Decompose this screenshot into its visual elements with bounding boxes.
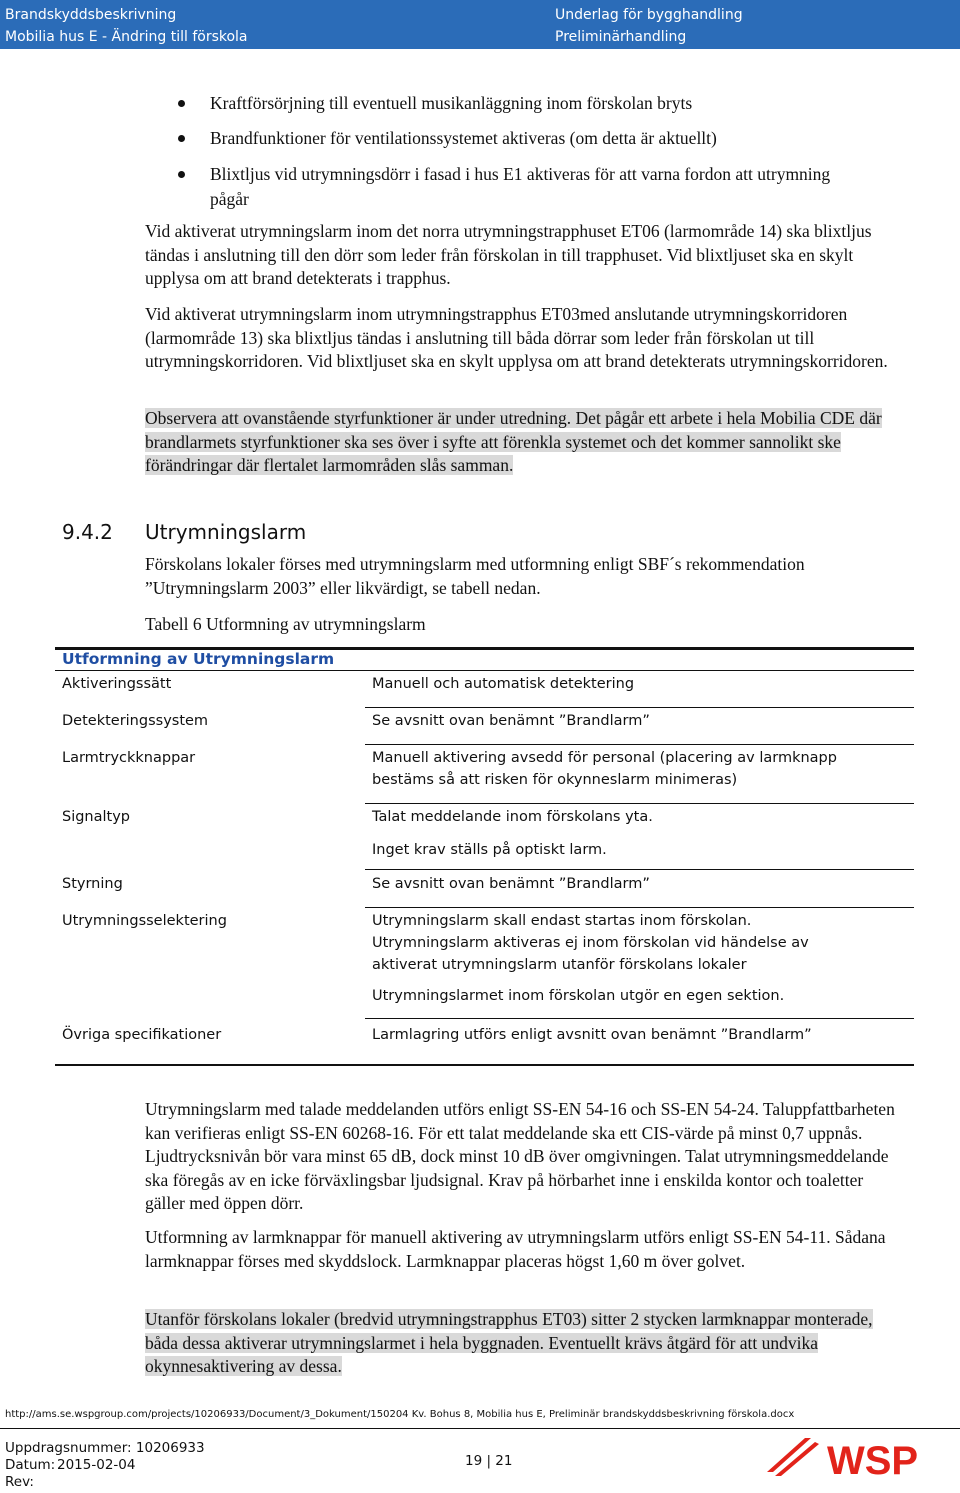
- table-header-rule: [55, 670, 914, 671]
- bullet-text: Blixtljus vid utrymningsdörr i fasad i hus E1 aktiveras för att varna fordon att utrymning pågår: [210, 164, 831, 209]
- table-key: Larmtryckknappar: [62, 750, 196, 766]
- table-row-rule: [365, 907, 914, 908]
- table-caption: Tabell 6 Utformning av utrymningslarm: [145, 614, 426, 634]
- highlighted-note: Utanför förskolans lokaler (bredvid utrymningstrapphus ET03) sitter 2 stycken larmknappar monterade, båda dessa aktiverar utrymningslarmet i hela byggnaden. Eventuellt krävs åtgärd för att undvika okynnesaktivering av dessa.: [145, 1309, 873, 1376]
- table-row-rule: [365, 707, 914, 708]
- table-row-rule: [365, 803, 914, 804]
- footer-rule: [0, 1428, 960, 1429]
- table-key: Detekteringssystem: [62, 713, 209, 729]
- table-key: Signaltyp: [62, 809, 131, 825]
- paragraph-larmknappar: Utformning av larmknappar för manuell aktivering av utrymningslarm utförs enligt SS-EN 54-11. Sådana larmknappar förses med skyddslock. Larmknappar placeras högst 1,60 m över golvet.: [145, 1227, 886, 1271]
- footer-rev-label: Rev:: [5, 1474, 34, 1490]
- table-key: Aktiveringssätt: [62, 676, 172, 692]
- table-value: Se avsnitt ovan benämnt ”Brandlarm”: [372, 713, 650, 729]
- table-row-rule: [365, 744, 914, 745]
- table-value: Talat meddelande inom förskolans yta.: [372, 809, 653, 825]
- table-value: Inget krav ställs på optiskt larm.: [372, 842, 607, 858]
- table-key: Övriga specifikationer: [62, 1027, 222, 1043]
- paragraph-et06: Vid aktiverat utrymningslarm inom det norra utrymningstrapphuset ET06 (larmområde 14) ska blixtljus tändas i anslutning till den dörr som leder från förskolan in till trapphuset. Vid blixtljuset ska en skylt upplysa om att brand detekterats i trapphus.: [145, 221, 872, 288]
- header-doc-title: Brandskyddsbeskrivning: [5, 7, 177, 23]
- table-key: Utrymningsselektering: [62, 913, 227, 929]
- logo-wordmark: WSP: [827, 1439, 919, 1482]
- table-value: Utrymningslarmet inom förskolan utgör en egen sektion.: [372, 988, 785, 1004]
- highlighted-note: Observera att ovanstående styrfunktioner är under utredning. Det pågår ett arbete i hela Mobilia CDE där brandlarmets styrfunktioner ska ses över i syfte att förenkla systemet och det kommer sannolikt ske förändringar där flertalet larmområden slås samman.: [145, 408, 882, 475]
- paragraph-note: [145, 407, 905, 478]
- table-row-rule: [365, 1018, 914, 1019]
- footer-date-value: 2015-02-04: [57, 1457, 136, 1473]
- paragraph-et03: Vid aktiverat utrymningslarm inom utrymningstrapphus ET03med anslutande utrymningskorridoren (larmområde 13) ska blixtljus tändas i anslutning till båda dörrar som leder från förskolan ut till utrymningskorridoren. Vid blixtljuset ska en skylt upplysa om att brand detekterats utrymningskorridoren.: [145, 304, 888, 371]
- bullet-dot-icon: [178, 100, 185, 107]
- bullet-text: Brandfunktioner för ventilationssystemet aktiveras (om detta är aktuellt): [210, 128, 717, 148]
- wsp-logo: [765, 1430, 940, 1482]
- header-project: Mobilia hus E - Ändring till förskola: [5, 29, 248, 45]
- bullet-dot-icon: [178, 135, 185, 142]
- section-title: Utrymningslarm: [145, 520, 307, 544]
- footer-date-label: Datum:: [5, 1457, 56, 1473]
- paragraph-et03-larmknappar: [145, 1308, 905, 1379]
- page-header: [0, 0, 960, 49]
- table-row-rule: [365, 869, 914, 870]
- section-intro: Förskolans lokaler förses med utrymningslarm med utformning enligt SBF´s rekommendation ”Utrymningslarm 2003” eller likvärdigt, se tabell nedan.: [145, 554, 805, 598]
- header-doc-purpose: Underlag för bygghandling: [555, 7, 743, 23]
- table-value: Larmlagring utförs enligt avsnitt ovan benämnt ”Brandlarm”: [372, 1027, 812, 1043]
- header-right: [555, 4, 743, 48]
- table-value: Manuell och automatisk detektering: [372, 676, 635, 692]
- bullet-dot-icon: [178, 171, 185, 178]
- table-title: Utformning av Utrymningslarm: [62, 650, 335, 668]
- table-value: Utrymningslarm skall endast startas inom förskolan. Utrymningslarm aktiveras ej inom förskolan vid händelse av aktiverat utrymningslarm utanför förskolans lokaler: [372, 913, 809, 973]
- header-doc-status: Preliminärhandling: [555, 29, 687, 45]
- footer-file-path: http://ams.se.wspgroup.com/projects/10206933/Document/3_Dokument/150204 Kv. Bohus 8, Mobilia hus E, Preliminär brandskyddsbeskrivning förskola.docx: [5, 1409, 795, 1420]
- paragraph-talade-meddelanden: Utrymningslarm med talade meddelanden utförs enligt SS-EN 54-16 och SS-EN 54-24. Taluppfattbarheten kan verifieras enligt SS-EN 60268-16. För ett talat meddelande ska ett CIS-värde på minst 0,7 uppnås. Ljudtrycksnivån bör vara minst 65 dB, dock minst 10 dB över omgivningen. Talat utrymningsmeddelande ska föregås av en icke förväxlingsbar ljudsignal. Krav på hörbarhet inne i enskilda kontor och toaletter gäller med öppen dörr.: [145, 1099, 895, 1213]
- header-left: [5, 4, 248, 48]
- bullet-text: Kraftförsörjning till eventuell musikanläggning inom förskolan bryts: [210, 93, 693, 113]
- section-number: 9.4.2: [62, 520, 113, 544]
- table-value: Manuell aktivering avsedd för personal (placering av larmknapp bestäms så att risken för okynneslarm minimeras): [372, 750, 837, 788]
- page-number: 19 | 21: [465, 1453, 513, 1469]
- table-key: Styrning: [62, 876, 123, 892]
- table-bottom-rule: [55, 1064, 914, 1066]
- footer-assignment-number: Uppdragsnummer: 10206933: [5, 1440, 205, 1456]
- table-value: Se avsnitt ovan benämnt ”Brandlarm”: [372, 876, 650, 892]
